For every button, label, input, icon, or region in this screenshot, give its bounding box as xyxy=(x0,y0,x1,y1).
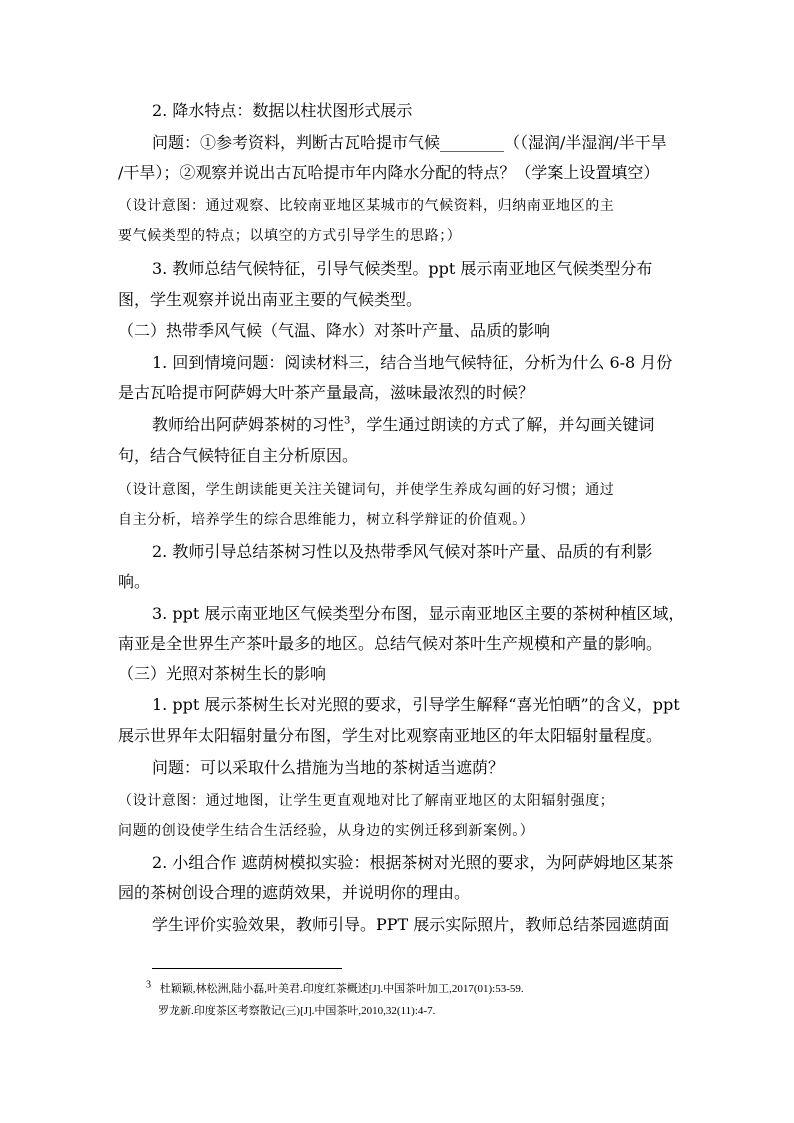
teacher-guide-line-cont: 响。 xyxy=(118,572,151,591)
teacher-habits-text: 教师给出阿萨姆茶树的习性 xyxy=(152,415,345,434)
footnote-text: 杜颖颖,林松洲,陆小磊,叶美君.印度红茶概述[J].中国茶叶加工,2017(01):53-59. xyxy=(159,983,524,995)
design-intent-line: 问题的创设使学生结合生活经验，从身边的实例迁移到新案例。） xyxy=(118,823,535,839)
footnote-entry xyxy=(146,979,524,996)
footnote-text: 罗龙新.印度茶区考察散记(三)[J].中国茶叶,2010,32(11):4-7. xyxy=(158,1005,436,1017)
question-line: 问题：①参考资料，判断古瓦哈提市气候________（（湿润/半湿润/半干旱 xyxy=(152,133,667,152)
evaluation-line: 学生评价实验效果，教师引导。PPT 展示实际照片，教师总结茶园遮荫面 xyxy=(152,915,670,934)
teacher-guide-line: 2. 教师引导总结茶树习性以及热带季风气候对茶叶产量、品质的有利影 xyxy=(152,542,653,561)
teacher-habits-text-cont: ，学生通过朗读的方式了解，并勾画关键词 xyxy=(350,415,655,434)
ppt-distribution-line: 3. ppt 展示南亚地区气候类型分布图，显示南亚地区主要的茶树种植区域， xyxy=(152,604,685,623)
group-experiment-line-cont: 园的茶树创设合理的遮荫效果，并说明你的理由。 xyxy=(118,883,471,902)
light-requirement-line: 1. ppt 展示茶树生长对光照的要求，引导学生解释“喜光怕晒”的含义，ppt xyxy=(152,695,680,714)
design-intent-line: （设计意图，学生朗读能更关注关键词句，并使学生养成勾画的好习惯；通过 xyxy=(118,482,615,498)
section-item-precipitation: 2. 降水特点：数据以柱状图形式展示 xyxy=(152,101,413,120)
footnote-reference: 3 xyxy=(344,415,351,427)
design-intent-line: 自主分析，培养学生的综合思维能力，树立科学辩证的价值观。） xyxy=(118,512,535,528)
group-experiment-line: 2. 小组合作 遮荫树模拟实验：根据茶树对光照的要求，为阿萨姆地区某茶 xyxy=(152,853,674,872)
section-heading: （三）光照对茶树生长的影响 xyxy=(118,664,327,683)
design-intent-line: （设计意图：通过观察、比较南亚地区某城市的气候资料，归纳南亚地区的主 xyxy=(118,198,615,214)
footnote-entry xyxy=(158,1004,435,1018)
teacher-habits-line-cont: 句，结合气候特征自主分析原因。 xyxy=(118,446,359,465)
footnote-marker: 3 xyxy=(146,979,151,991)
scenario-question-line-cont: 是古瓦哈提市阿萨姆大叶茶产量最高，滋味最浓烈的时候？ xyxy=(118,383,535,402)
design-intent-line: （设计意图：通过地图，让学生更直观地对比了解南亚地区的太阳辐射强度； xyxy=(118,793,615,809)
teacher-habits-line xyxy=(152,415,654,435)
scenario-question-line: 1. 回到情境问题：阅读材料三，结合当地气候特征，分析为什么 6-8 月份 xyxy=(152,353,673,372)
light-requirement-line-cont: 展示世界年太阳辐射量分布图，学生对比观察南亚地区的年太阳辐射量程度。 xyxy=(118,726,663,745)
question-line-cont: /干旱）；②观察并说出古瓦哈提市年内降水分配的特点？（学案上设置填空） xyxy=(118,163,660,182)
teacher-summary-line-cont: 图，学生观察并说出南亚主要的气候类型。 xyxy=(118,290,423,309)
design-intent-line: 要气候类型的特点；以填空的方式引导学生的思路；） xyxy=(118,228,462,244)
ppt-distribution-line-cont: 南亚是全世界生产茶叶最多的地区。总结气候对茶叶生产规模和产量的影响。 xyxy=(118,634,663,653)
question-line: 问题：可以采取什么措施为当地的茶树适当遮荫？ xyxy=(152,758,505,777)
footnote-separator xyxy=(152,968,342,969)
teacher-summary-line: 3. 教师总结气候特征，引导气候类型。ppt 展示南亚地区气候类型分布 xyxy=(152,259,653,278)
section-heading: （二）热带季风气候（气温、降水）对茶叶产量、品质的影响 xyxy=(118,321,551,340)
